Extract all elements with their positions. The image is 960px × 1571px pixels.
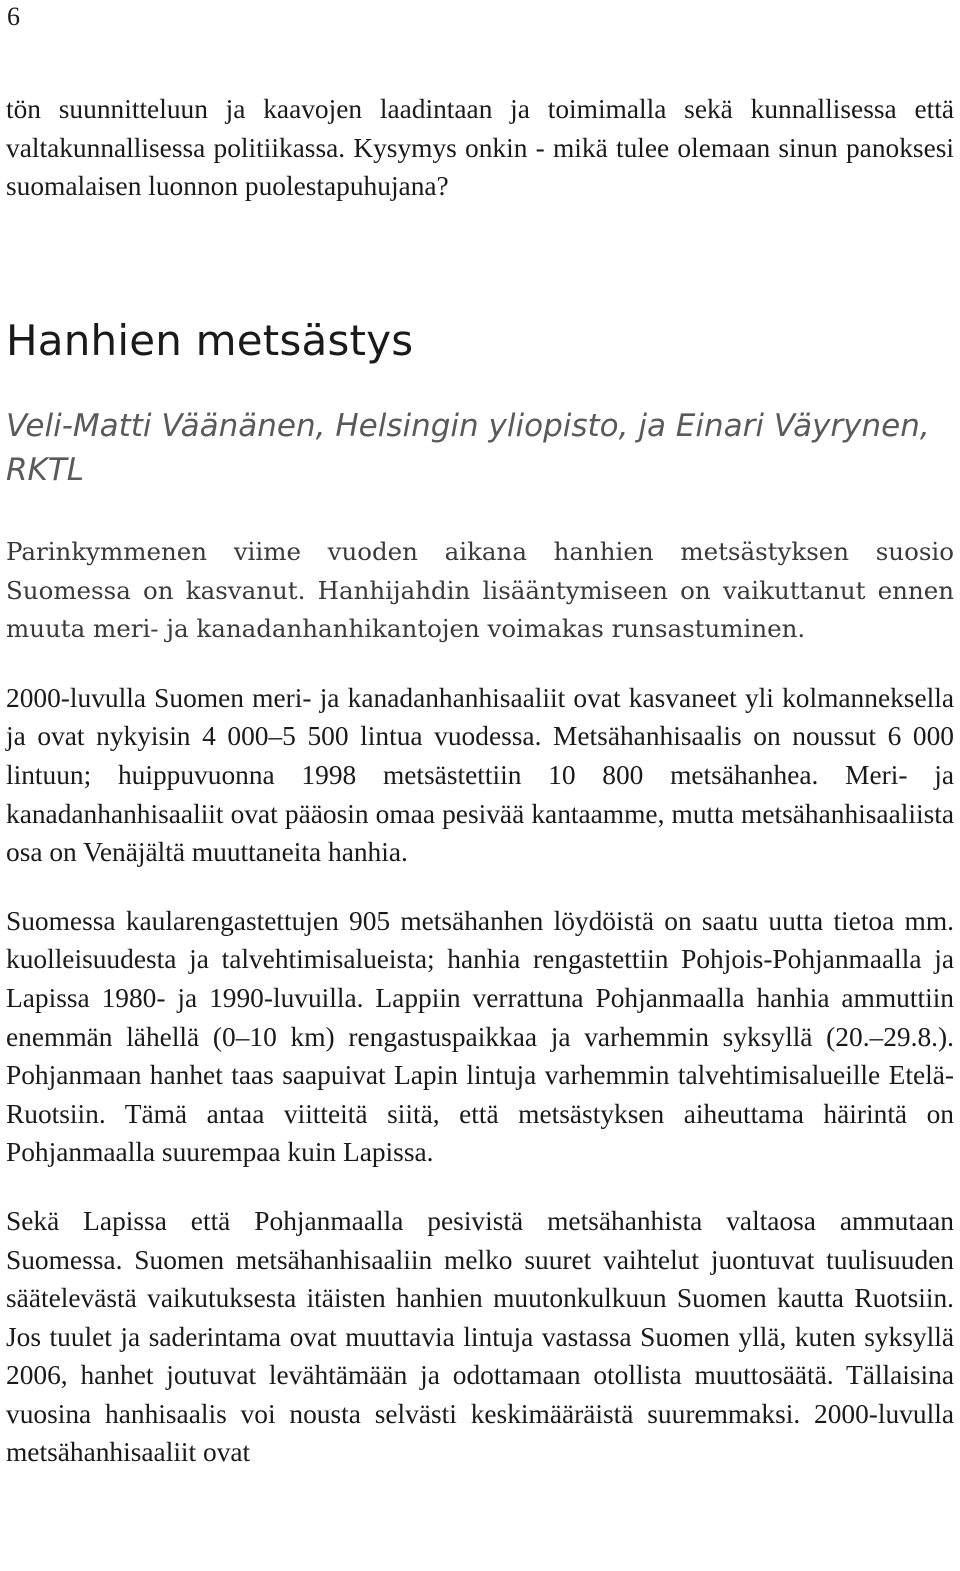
paragraph: Parinkymmenen viime vuoden aikana hanhien metsästyksen suosio Suomessa on kasvanut. Hanhijahdin lisääntymiseen on vaikuttanut ennen muuta meri- ja kanadanhanhikantojen voimakas runsastuminen. [6, 537, 954, 644]
page-number: 6 [7, 2, 20, 31]
paragraph: 2000-luvulla Suomen meri- ja kanadanhanhisaaliit ovat kasvaneet yli kolmanneksella ja ovat nykyisin 4 000–5 500 lintua vuodessa. Metsähanhisaalis on noussut 6 000 lintuun; huippuvuonna 1998 metsästettiin 10 800 metsähanhea. Meri- ja kanadanhanhisaaliit ovat pääosin omaa pesivää kantaamme, mutta metsähanhisaaliista osa on Venäjältä muuttaneita hanhia. [6, 682, 954, 868]
intro-paragraph: tön suunnitteluun ja kaavojen laadintaan ja toimimalla sekä kunnallisessa että valtakunnallisessa politiikassa. Kysymys onkin - mikä tulee olemaan sinun panoksesi suomalaisen luonnon puolestapuhujana? [6, 94, 954, 202]
article-body [6, 533, 954, 1502]
article-title: Hanhien metsästys [6, 316, 414, 365]
article-byline: Veli-Matti Väänänen, Helsingin yliopisto, ja Einari Väyrynen, RKTL [6, 408, 930, 488]
paragraph: Sekä Lapissa että Pohjanmaalla pesivistä metsähanhista valtaosa ammutaan Suomessa. Suomen metsähanhisaaliin melko suuret vaihtelut juontuvat tuulisuuden säätelevästä vaikutuksesta itäisten hanhien muutonkulkuun Suomen kautta Ruotsiin. Jos tuulet ja saderintama ovat muuttavia lintuja vastassa Suomen yllä, kuten syksyllä 2006, hanhet joutuvat levähtämään ja odottamaan otollista muuttosäätä. Tällaisina vuosina hanhisaalis voi nousta selvästi keskimääräistä suuremmaksi. 2000-luvulla metsähanhisaaliit ovat [6, 1205, 954, 1468]
paragraph: Suomessa kaularengastettujen 905 metsähanhen löydöistä on saatu uutta tietoa mm. kuolleisuudesta ja talvehtimisalueista; hanhia rengastettiin Pohjois-Pohjanmaalla ja Lapissa 1980- ja 1990-luvuilla. Lappiin verrattuna Pohjanmaalla hanhia ammuttiin enemmän lähellä (0–10 km) rengastuspaikkaa ja varhemmin syksyllä (20.–29.8.). Pohjanmaan hanhet taas saapuivat Lapin lintuja varhemmin talvehtimisalueille Etelä-Ruotsiin. Tämä antaa viitteitä siitä, että metsästyksen aiheuttama häirintä on Pohjanmaalla suurempaa kuin Lapissa. [6, 905, 954, 1168]
